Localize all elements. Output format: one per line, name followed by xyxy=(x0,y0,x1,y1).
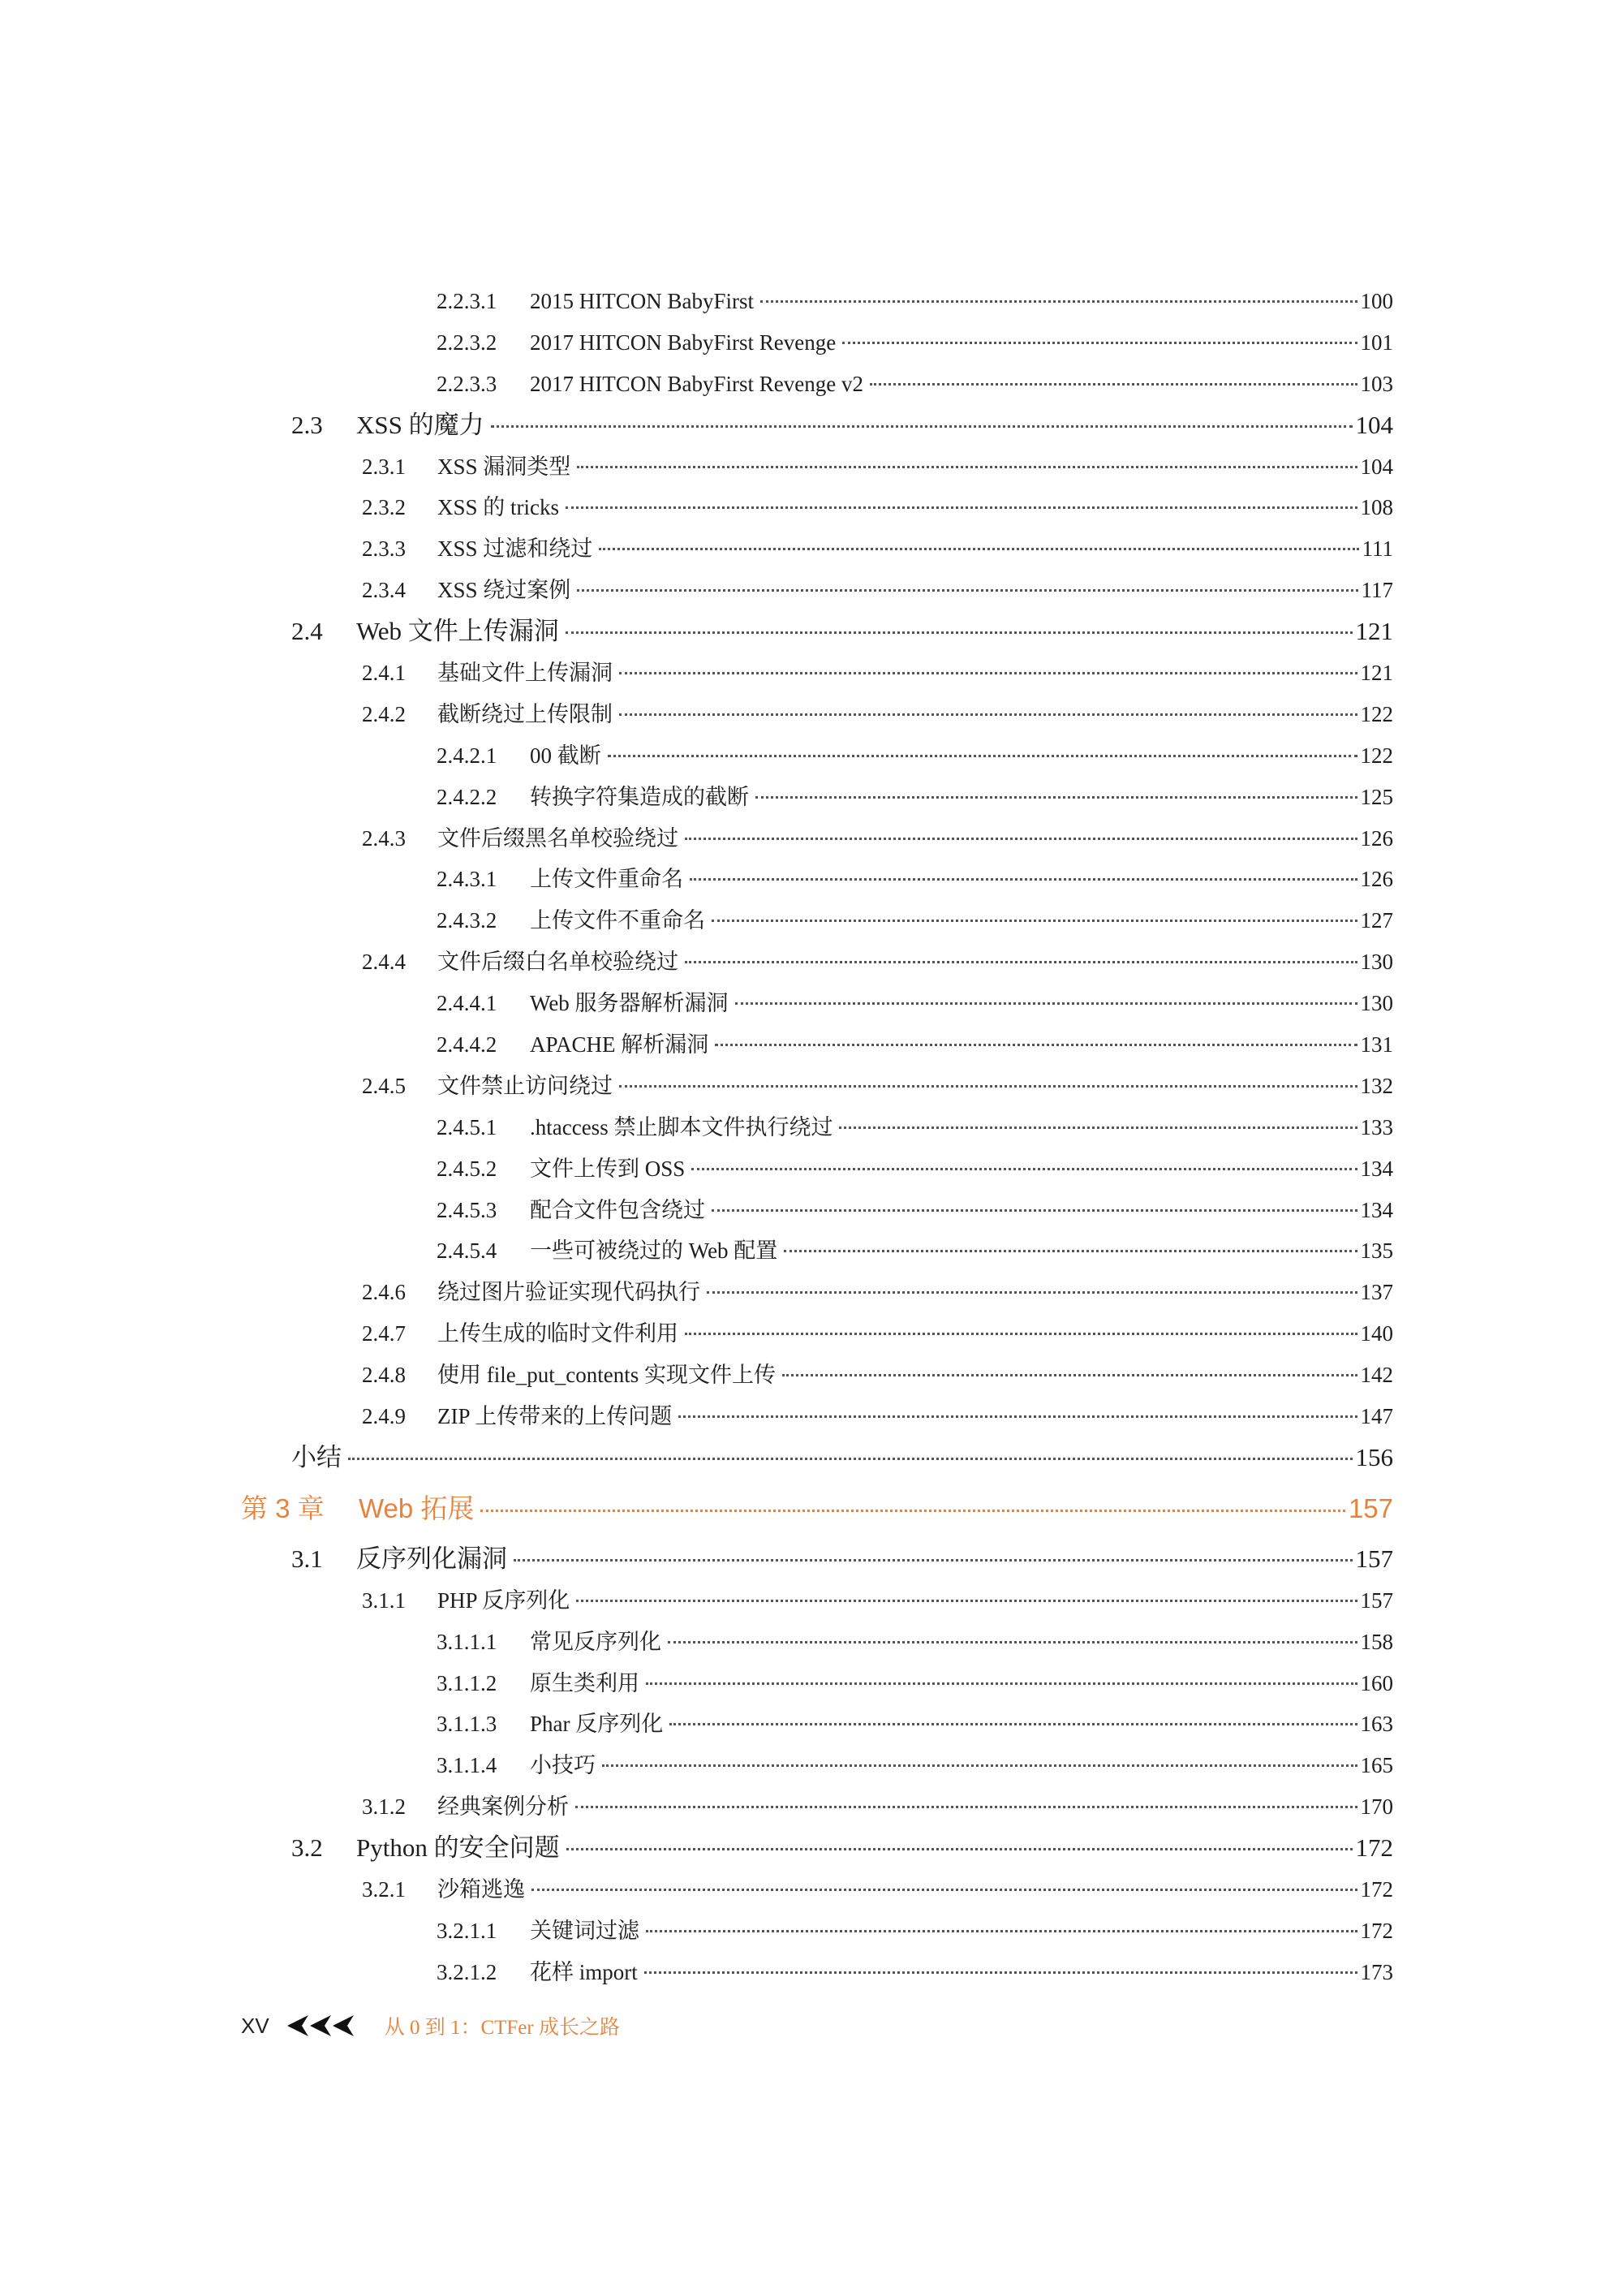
toc-entry-page: 157 xyxy=(1348,1493,1393,1523)
toc-entry-page: 132 xyxy=(1360,1073,1393,1098)
toc-entry[interactable] xyxy=(0,322,1393,364)
toc-entry-page: 133 xyxy=(1360,1114,1393,1139)
toc-entry-number: 2.3.4 xyxy=(362,578,406,603)
toc-entry-page: 130 xyxy=(1360,950,1393,975)
toc-entry-number: 2.4.2 xyxy=(362,701,406,726)
toc-entry[interactable] xyxy=(0,653,1393,694)
toc-entry-title: 小结 xyxy=(291,1442,342,1471)
dot-leader xyxy=(646,1930,1357,1932)
toc-entry[interactable] xyxy=(0,859,1393,900)
toc-entry-title: 小技巧 xyxy=(530,1753,596,1778)
dot-leader xyxy=(619,672,1357,674)
toc-entry-page: 134 xyxy=(1360,1156,1393,1181)
dot-leader xyxy=(644,1971,1357,1974)
dot-leader xyxy=(566,1848,1353,1850)
toc-entry-number: 2.4.3.1 xyxy=(437,867,497,892)
book-title: 从 0 到 1：CTFer 成长之路 xyxy=(384,2017,620,2039)
toc-entry[interactable] xyxy=(0,446,1393,488)
toc-entry-title: 2017 HITCON BabyFirst Revenge v2 xyxy=(530,371,863,396)
toc-entry-title: XSS 过滤和绕过 xyxy=(437,536,593,562)
toc-entry-title: 基础文件上传漏洞 xyxy=(437,661,613,686)
toc-entry-number: 2.4.5.3 xyxy=(437,1197,497,1222)
toc-entry[interactable] xyxy=(0,818,1393,859)
toc-entry-title: 文件上传到 OSS xyxy=(530,1156,686,1181)
toc-entry-page: 108 xyxy=(1360,495,1393,520)
dot-leader xyxy=(839,1126,1357,1129)
toc-entry[interactable] xyxy=(0,570,1393,611)
toc-entry-title: 常见反序列化 xyxy=(530,1629,661,1654)
toc-entry[interactable] xyxy=(0,1786,1393,1828)
toc-entry-page: 137 xyxy=(1360,1280,1393,1305)
dot-leader xyxy=(576,1600,1357,1602)
toc-entry[interactable] xyxy=(0,1230,1393,1272)
toc-entry-title: 沙箱逃逸 xyxy=(437,1876,525,1902)
toc-entry-number: 2.4.5.4 xyxy=(437,1238,497,1264)
toc-entry-number: 2.2.3.2 xyxy=(437,330,497,355)
toc-entry-page: 101 xyxy=(1360,330,1393,355)
toc-entry-number: 3.1.1.4 xyxy=(437,1753,497,1778)
toc-entry-title: 关键词过滤 xyxy=(530,1918,639,1943)
toc-entry-title: 一些可被绕过的 Web 配置 xyxy=(530,1238,778,1264)
dot-leader xyxy=(685,961,1357,963)
toc-entry-page: 157 xyxy=(1355,1544,1393,1573)
toc-entry-title: XSS 绕过案例 xyxy=(437,578,571,603)
dot-leader xyxy=(577,589,1357,592)
dot-leader xyxy=(707,1291,1357,1294)
dot-leader xyxy=(678,1415,1357,1418)
toc-entry-title: PHP 反序列化 xyxy=(437,1587,570,1613)
dot-leader xyxy=(870,383,1357,386)
toc-entry-number: 2.3 xyxy=(291,410,323,439)
dot-leader xyxy=(715,1044,1357,1046)
toc-entry-number: 2.4.7 xyxy=(362,1321,406,1346)
toc-entry[interactable] xyxy=(0,1437,1393,1479)
toc-entry-number: 2.4.3 xyxy=(362,825,406,851)
dot-leader xyxy=(760,300,1357,303)
toc-entry[interactable] xyxy=(0,1745,1393,1786)
dot-leader xyxy=(646,1682,1357,1685)
toc-entry-title: 00 截断 xyxy=(530,743,601,768)
toc-entry-page: 104 xyxy=(1355,410,1393,439)
toc-entry-title: ZIP 上传带来的上传问题 xyxy=(437,1404,673,1429)
toc-entry-title: 经典案例分析 xyxy=(437,1794,569,1820)
toc-entry-number: 2.4.5 xyxy=(362,1073,406,1098)
toc-entry[interactable] xyxy=(0,1107,1393,1148)
toc-entry[interactable] xyxy=(0,941,1393,983)
toc-entry-title: 上传生成的临时文件利用 xyxy=(437,1321,678,1346)
dot-leader xyxy=(685,838,1357,840)
toc-entry-number: 3.2.1 xyxy=(362,1876,406,1902)
toc-entry[interactable] xyxy=(0,983,1393,1024)
toc-entry[interactable] xyxy=(0,1828,1393,1869)
toc-entry-page: 135 xyxy=(1360,1238,1393,1264)
dot-leader xyxy=(599,548,1358,550)
toc-entry-title: 反序列化漏洞 xyxy=(356,1544,507,1573)
toc-entry-number: 3.1 xyxy=(291,1544,323,1573)
toc-entry[interactable] xyxy=(0,1539,1393,1580)
toc-entry[interactable] xyxy=(0,1355,1393,1396)
toc-entry-number: 2.4.4 xyxy=(362,950,406,975)
toc-entry-title: 截断绕过上传限制 xyxy=(437,701,613,726)
toc-entry-number: 3.2.1.1 xyxy=(437,1918,497,1943)
toc-entry-page: 122 xyxy=(1360,743,1393,768)
toc-entry-page: 121 xyxy=(1360,661,1393,686)
toc-entry-page: 156 xyxy=(1355,1442,1393,1471)
toc-entry-number: 2.4.5.1 xyxy=(437,1114,497,1139)
dot-leader xyxy=(608,755,1357,757)
toc-entry-title: XSS 的魔力 xyxy=(356,410,484,439)
toc-entry-title: 文件后缀白名单校验绕过 xyxy=(437,950,678,975)
toc-entry-number: 3.1.1.2 xyxy=(437,1670,497,1695)
toc-entry-page: 126 xyxy=(1360,867,1393,892)
dot-leader xyxy=(602,1764,1357,1767)
toc-entry-title: 上传文件重命名 xyxy=(530,867,683,892)
toc-entry-title: .htaccess 禁止脚本文件执行绕过 xyxy=(530,1114,833,1139)
toc-entry-page: 172 xyxy=(1355,1833,1393,1863)
toc-entry-title: Web 拓展 xyxy=(359,1493,475,1523)
toc-entry-number: 3.1.1.3 xyxy=(437,1712,497,1737)
toc-entry-title: 转换字符集造成的截断 xyxy=(530,784,749,809)
toc-chapter-entry[interactable] xyxy=(0,1482,1393,1536)
dot-leader xyxy=(491,425,1353,428)
toc-entry-number: 2.2.3.3 xyxy=(437,371,497,396)
triple-left-arrow-icon xyxy=(287,2015,357,2036)
toc-entry-page: 103 xyxy=(1360,371,1393,396)
dot-leader xyxy=(348,1458,1353,1460)
toc-entry[interactable] xyxy=(0,735,1393,777)
toc-entry-title: Python 的安全问题 xyxy=(356,1833,560,1863)
toc-entry[interactable] xyxy=(0,1704,1393,1745)
dot-leader xyxy=(566,506,1357,509)
dot-leader xyxy=(619,713,1357,716)
toc-entry-number: 3.1.2 xyxy=(362,1794,406,1820)
toc-entry-number: 3.2 xyxy=(291,1833,323,1863)
toc-entry[interactable] xyxy=(0,694,1393,735)
toc-entry[interactable] xyxy=(0,1024,1393,1066)
toc-entry-number: 3.1.1 xyxy=(362,1587,406,1613)
toc-entry-number: 2.4.3.2 xyxy=(437,908,497,933)
toc-entry-number: 2.4.5.2 xyxy=(437,1156,497,1181)
toc-entry-title: APACHE 解析漏洞 xyxy=(530,1032,709,1058)
dot-leader xyxy=(577,466,1357,468)
dot-leader xyxy=(690,878,1357,881)
toc-entry[interactable] xyxy=(0,1272,1393,1313)
dot-leader xyxy=(668,1641,1357,1643)
toc-entry-number: 2.3.1 xyxy=(362,454,406,479)
dot-leader xyxy=(619,1085,1357,1088)
toc-entry[interactable] xyxy=(0,528,1393,570)
toc-entry-page: 157 xyxy=(1360,1587,1393,1613)
dot-leader xyxy=(712,920,1357,922)
toc-entry-page: 147 xyxy=(1360,1404,1393,1429)
toc-entry-title: 花样 import xyxy=(530,1959,638,1984)
table-of-contents xyxy=(0,281,1622,1993)
toc-entry[interactable] xyxy=(0,611,1393,653)
toc-entry-page: 104 xyxy=(1360,454,1393,479)
dot-leader xyxy=(685,1333,1357,1335)
toc-entry-page: 117 xyxy=(1361,578,1393,603)
toc-entry-page: 121 xyxy=(1355,617,1393,646)
toc-entry-page: 160 xyxy=(1360,1670,1393,1695)
toc-entry-title: Web 服务器解析漏洞 xyxy=(530,991,729,1016)
toc-entry-title: 绕过图片验证实现代码执行 xyxy=(437,1280,700,1305)
toc-entry-number: 2.2.3.1 xyxy=(437,289,497,313)
dot-leader xyxy=(669,1723,1357,1725)
toc-entry-title: XSS 的 tricks xyxy=(437,495,560,520)
toc-entry[interactable] xyxy=(0,1622,1393,1663)
toc-entry-title: 2015 HITCON BabyFirst xyxy=(530,289,754,313)
toc-entry-page: 127 xyxy=(1360,908,1393,933)
dot-leader xyxy=(566,631,1353,634)
dot-leader xyxy=(782,1374,1357,1376)
toc-entry-number: 2.4.2.1 xyxy=(437,743,497,768)
toc-entry-title: Phar 反序列化 xyxy=(530,1712,664,1737)
toc-entry-page: 131 xyxy=(1360,1032,1393,1058)
toc-entry-number: 3.2.1.2 xyxy=(437,1959,497,1984)
toc-entry-number: 2.4.4.1 xyxy=(437,991,497,1016)
toc-entry-page: 100 xyxy=(1360,289,1393,313)
toc-entry-title: 文件禁止访问绕过 xyxy=(437,1073,613,1098)
toc-entry-title: 2017 HITCON BabyFirst Revenge xyxy=(530,330,837,355)
dot-leader xyxy=(691,1168,1357,1170)
toc-entry-number: 第 3 章 xyxy=(241,1493,325,1523)
toc-entry-number: 2.4.4.2 xyxy=(437,1032,497,1058)
dot-leader xyxy=(784,1250,1357,1252)
toc-entry-number: 2.4.2.2 xyxy=(437,784,497,809)
toc-entry-page: 173 xyxy=(1360,1959,1393,1984)
toc-entry[interactable] xyxy=(0,1148,1393,1190)
dot-leader xyxy=(575,1806,1357,1808)
toc-entry-number: 2.3.2 xyxy=(362,495,406,520)
toc-entry-number: 2.3.3 xyxy=(362,536,406,562)
toc-entry-page: 165 xyxy=(1360,1753,1393,1778)
toc-entry-page: 134 xyxy=(1360,1197,1393,1222)
page-footer xyxy=(241,2010,620,2042)
toc-entry-number: 2.4.6 xyxy=(362,1280,406,1305)
toc-entry-page: 172 xyxy=(1360,1918,1393,1943)
toc-entry[interactable] xyxy=(0,1910,1393,1952)
toc-entry[interactable] xyxy=(0,1066,1393,1107)
toc-entry-number: 3.1.1.1 xyxy=(437,1629,497,1654)
toc-entry[interactable] xyxy=(0,405,1393,446)
toc-entry-title: 使用 file_put_contents 实现文件上传 xyxy=(437,1363,776,1388)
dot-leader xyxy=(480,1510,1345,1512)
toc-entry-number: 2.4 xyxy=(291,617,323,646)
toc-entry[interactable] xyxy=(0,1396,1393,1437)
toc-entry-title: 文件后缀黑名单校验绕过 xyxy=(437,825,678,851)
dot-leader xyxy=(531,1889,1357,1891)
toc-entry-page: 130 xyxy=(1360,991,1393,1016)
toc-entry[interactable] xyxy=(0,900,1393,941)
toc-entry-page: 172 xyxy=(1360,1876,1393,1902)
dot-leader xyxy=(735,1002,1357,1005)
toc-entry-page: 158 xyxy=(1360,1629,1393,1654)
toc-entry[interactable] xyxy=(0,777,1393,818)
toc-entry-page: 122 xyxy=(1360,701,1393,726)
toc-entry[interactable] xyxy=(0,487,1393,528)
dot-leader xyxy=(755,796,1357,799)
toc-entry[interactable] xyxy=(0,1663,1393,1704)
toc-entry-title: 配合文件包含绕过 xyxy=(530,1197,705,1222)
toc-entry[interactable] xyxy=(0,1580,1393,1622)
dot-leader xyxy=(514,1559,1353,1562)
toc-entry[interactable] xyxy=(0,1190,1393,1231)
toc-entry[interactable] xyxy=(0,281,1393,322)
toc-entry-number: 2.4.1 xyxy=(362,661,406,686)
toc-entry-number: 2.4.8 xyxy=(362,1363,406,1388)
toc-entry-title: Web 文件上传漏洞 xyxy=(356,617,559,646)
dot-leader xyxy=(842,342,1357,344)
toc-entry-page: 126 xyxy=(1360,825,1393,851)
toc-entry-title: 上传文件不重命名 xyxy=(530,908,705,933)
toc-entry-page: 163 xyxy=(1360,1712,1393,1737)
toc-entry-page: 111 xyxy=(1362,536,1393,562)
toc-entry[interactable] xyxy=(0,1952,1393,1993)
toc-entry-page: 125 xyxy=(1360,784,1393,809)
dot-leader xyxy=(712,1209,1357,1212)
toc-entry-page: 142 xyxy=(1360,1363,1393,1388)
page-number: XV xyxy=(241,2013,269,2038)
toc-entry-page: 140 xyxy=(1360,1321,1393,1346)
toc-entry[interactable] xyxy=(0,1869,1393,1910)
toc-entry-number: 2.4.9 xyxy=(362,1404,406,1429)
toc-entry[interactable] xyxy=(0,364,1393,405)
toc-entry[interactable] xyxy=(0,1313,1393,1355)
toc-entry-title: XSS 漏洞类型 xyxy=(437,454,571,479)
toc-entry-page: 170 xyxy=(1360,1794,1393,1820)
toc-entry-title: 原生类利用 xyxy=(530,1670,639,1695)
